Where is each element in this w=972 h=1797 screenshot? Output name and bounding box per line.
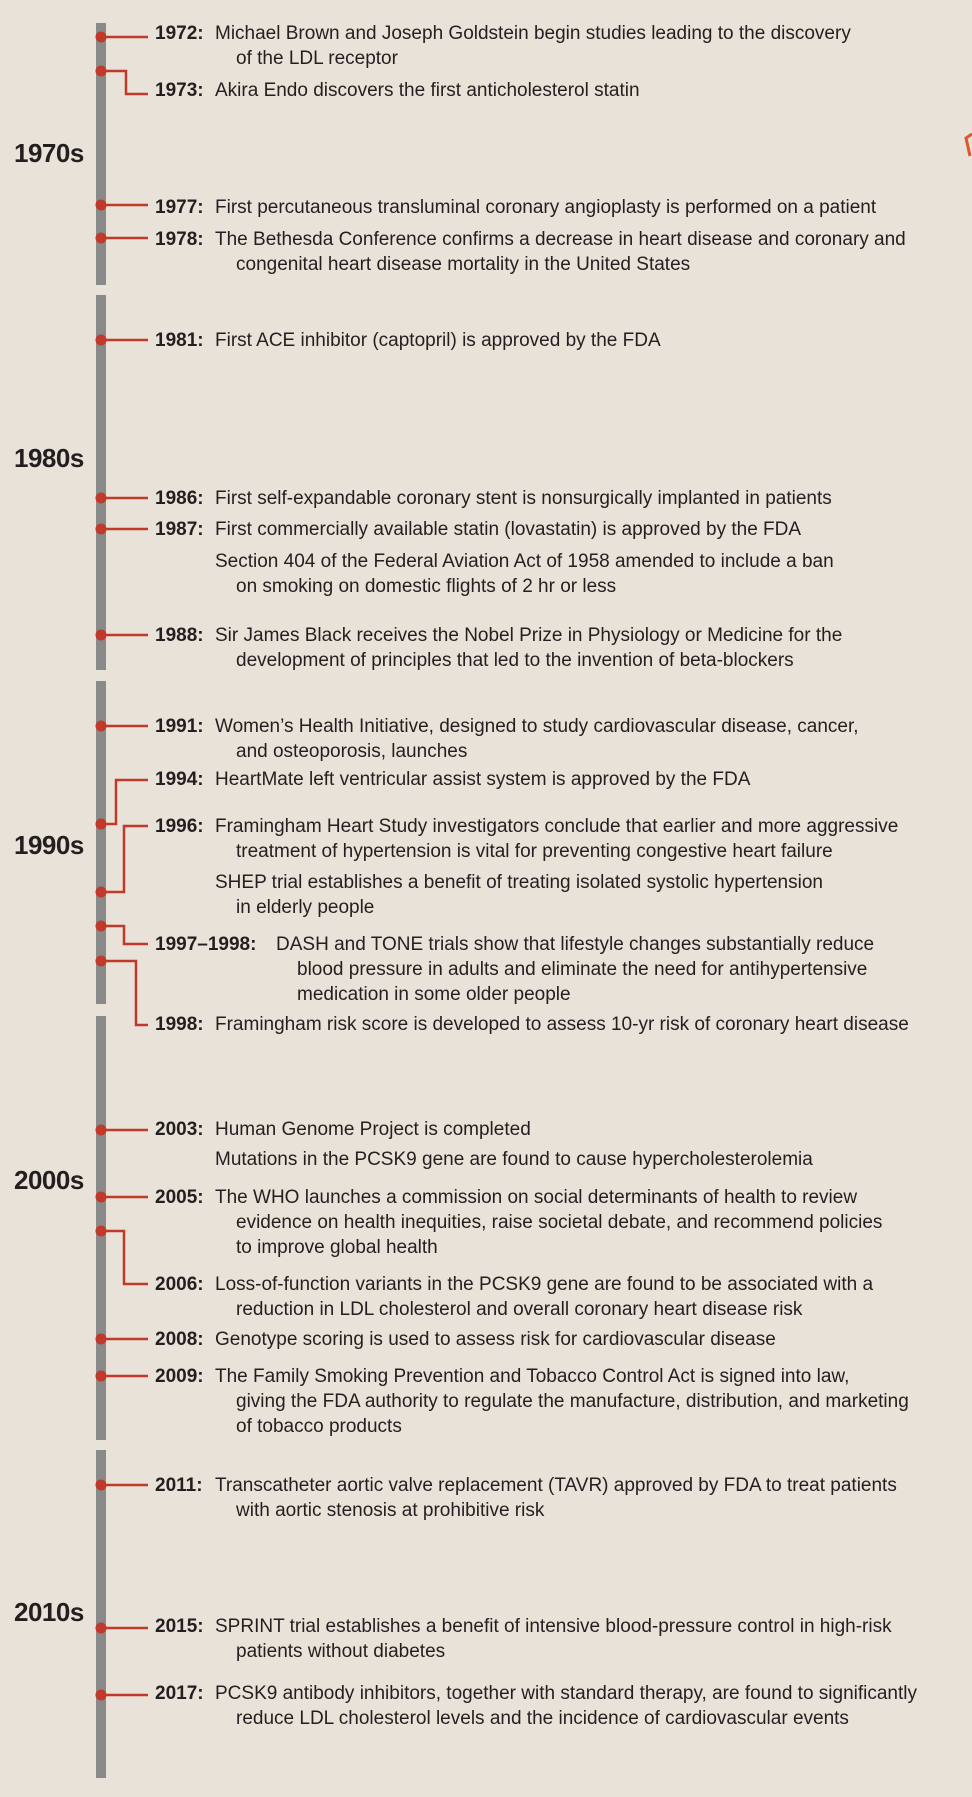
event-dot [96, 200, 107, 211]
event-text-line: development of principles that led to the invention of beta-blockers [236, 650, 794, 671]
event-text-line: Human Genome Project is completed [215, 1119, 531, 1140]
event-connector [101, 961, 148, 1025]
event-dot [96, 32, 107, 43]
event-text-line: Section 404 of the Federal Aviation Act of 1958 amended to include a ban [215, 551, 834, 572]
event-text-line: The Bethesda Conference confirms a decrease in heart disease and coronary and [215, 229, 906, 250]
event-dot [96, 1125, 107, 1136]
event-text-line: to improve global health [236, 1237, 438, 1258]
event-text-line: reduce LDL cholesterol levels and the incidence of cardiovascular events [236, 1708, 849, 1729]
event-text-line: PCSK9 antibody inhibitors, together with standard therapy, are found to significantly [215, 1683, 917, 1704]
event-text-line: Michael Brown and Joseph Goldstein begin studies leading to the discovery [215, 23, 851, 44]
event-text-line: Transcatheter aortic valve replacement (TAVR) approved by FDA to treat patients [215, 1475, 897, 1496]
event-dot [96, 921, 107, 932]
event-text-line: blood pressure in adults and eliminate the need for antihypertensive [297, 959, 868, 980]
event-year: 1987: [155, 519, 204, 540]
event-year: 2005: [155, 1187, 204, 1208]
event-text-line: DASH and TONE trials show that lifestyle changes substantially reduce [276, 934, 875, 955]
event-text-line: The Family Smoking Prevention and Tobacco Control Act is signed into law, [215, 1366, 850, 1387]
timeline-spine-1980s [96, 295, 106, 670]
decade-label: 1990s [14, 830, 84, 860]
event-text-line: giving the FDA authority to regulate the manufacture, distribution, and marketing [236, 1391, 909, 1412]
event-text-line: Akira Endo discovers the first anticholesterol statin [215, 80, 640, 101]
event-dot [96, 1192, 107, 1203]
event-year: 1998: [155, 1014, 204, 1035]
event-year: 2017: [155, 1683, 204, 1704]
event-dot [96, 630, 107, 641]
event-text-line: Framingham risk score is developed to assess 10-yr risk of coronary heart disease [215, 1014, 909, 1035]
event-year: 1978: [155, 229, 204, 250]
timeline-spine-1970s [96, 23, 106, 285]
decade-label: 2000s [14, 1165, 84, 1195]
event-year: 1996: [155, 816, 204, 837]
event-year: 1977: [155, 197, 204, 218]
decade-label: 2010s [14, 1597, 84, 1627]
event-text-line: on smoking on domestic flights of 2 hr or less [236, 576, 617, 597]
event-text-line: First self-expandable coronary stent is nonsurgically implanted in patients [215, 488, 832, 509]
event-text-line: and osteoporosis, launches [236, 741, 468, 762]
event-connector [101, 1231, 148, 1284]
event-connector [101, 780, 148, 824]
edge-mark-icon [962, 130, 972, 160]
event-year: 2015: [155, 1616, 204, 1637]
event-year: 2009: [155, 1366, 204, 1387]
event-dot [96, 335, 107, 346]
event-connector [101, 826, 148, 892]
event-text-line: First ACE inhibitor (captopril) is approved by the FDA [215, 330, 661, 351]
event-dot [96, 956, 107, 967]
event-text-line: congenital heart disease mortality in the United States [236, 254, 691, 275]
event-text-line: treatment of hypertension is vital for preventing congestive heart failure [236, 841, 833, 862]
event-dot [96, 1226, 107, 1237]
event-dot [96, 524, 107, 535]
event-text-line: Sir James Black receives the Nobel Prize in Physiology or Medicine for the [215, 625, 843, 646]
event-text-line: Women’s Health Initiative, designed to study cardiovascular disease, cancer, [215, 716, 859, 737]
event-text-line: Mutations in the PCSK9 gene are found to cause hypercholesterolemia [215, 1149, 813, 1170]
event-text-line: Genotype scoring is used to assess risk for cardiovascular disease [215, 1329, 776, 1350]
decade-label: 1970s [14, 138, 84, 168]
event-year: 1972: [155, 23, 204, 44]
event-connector [101, 926, 148, 944]
event-text-line: in elderly people [236, 897, 375, 918]
event-text-line: evidence on health inequities, raise societal debate, and recommend policies [236, 1212, 883, 1233]
event-dot [96, 233, 107, 244]
event-dot [96, 1690, 107, 1701]
event-year: 2003: [155, 1119, 204, 1140]
event-year: 1981: [155, 330, 204, 351]
event-text-line: of the LDL receptor [236, 48, 398, 69]
event-text-line: HeartMate left ventricular assist system is approved by the FDA [215, 769, 751, 790]
event-year: 1994: [155, 769, 204, 790]
timeline-spine-2010s [96, 1450, 106, 1778]
event-year: 1986: [155, 488, 204, 509]
event-year: 2008: [155, 1329, 204, 1350]
event-dot [96, 1480, 107, 1491]
event-dot [96, 1334, 107, 1345]
event-dot [96, 721, 107, 732]
event-dot [96, 819, 107, 830]
decade-label: 1980s [14, 443, 84, 473]
event-connector [101, 71, 148, 94]
event-text-line: First commercially available statin (lovastatin) is approved by the FDA [215, 519, 802, 540]
event-year: 1973: [155, 80, 204, 101]
event-text-line: Framingham Heart Study investigators conclude that earlier and more aggressive [215, 816, 899, 837]
event-text-line: medication in some older people [297, 984, 571, 1005]
event-text-line: reduction in LDL cholesterol and overall coronary heart disease risk [236, 1299, 803, 1320]
event-year: 2006: [155, 1274, 204, 1295]
event-year: 1988: [155, 625, 204, 646]
event-year: 1991: [155, 716, 204, 737]
event-year: 2011: [155, 1475, 203, 1496]
event-text-line: SHEP trial establishes a benefit of treating isolated systolic hypertension [215, 872, 823, 893]
event-dot [96, 1371, 107, 1382]
event-text-line: Loss-of-function variants in the PCSK9 gene are found to be associated with a [215, 1274, 874, 1295]
event-text-line: SPRINT trial establishes a benefit of intensive blood-pressure control in high-risk [215, 1616, 892, 1637]
event-text-line: with aortic stenosis at prohibitive risk [236, 1500, 545, 1521]
event-text-line: First percutaneous transluminal coronary angioplasty is performed on a patient [215, 197, 877, 218]
event-text-line: patients without diabetes [236, 1641, 446, 1662]
event-year: 1997–1998: [155, 934, 257, 955]
event-dot [96, 1623, 107, 1634]
event-text-line: of tobacco products [236, 1416, 402, 1437]
event-text-line: The WHO launches a commission on social determinants of health to review [215, 1187, 858, 1208]
event-dot [96, 493, 107, 504]
event-dot [96, 66, 107, 77]
event-dot [96, 887, 107, 898]
